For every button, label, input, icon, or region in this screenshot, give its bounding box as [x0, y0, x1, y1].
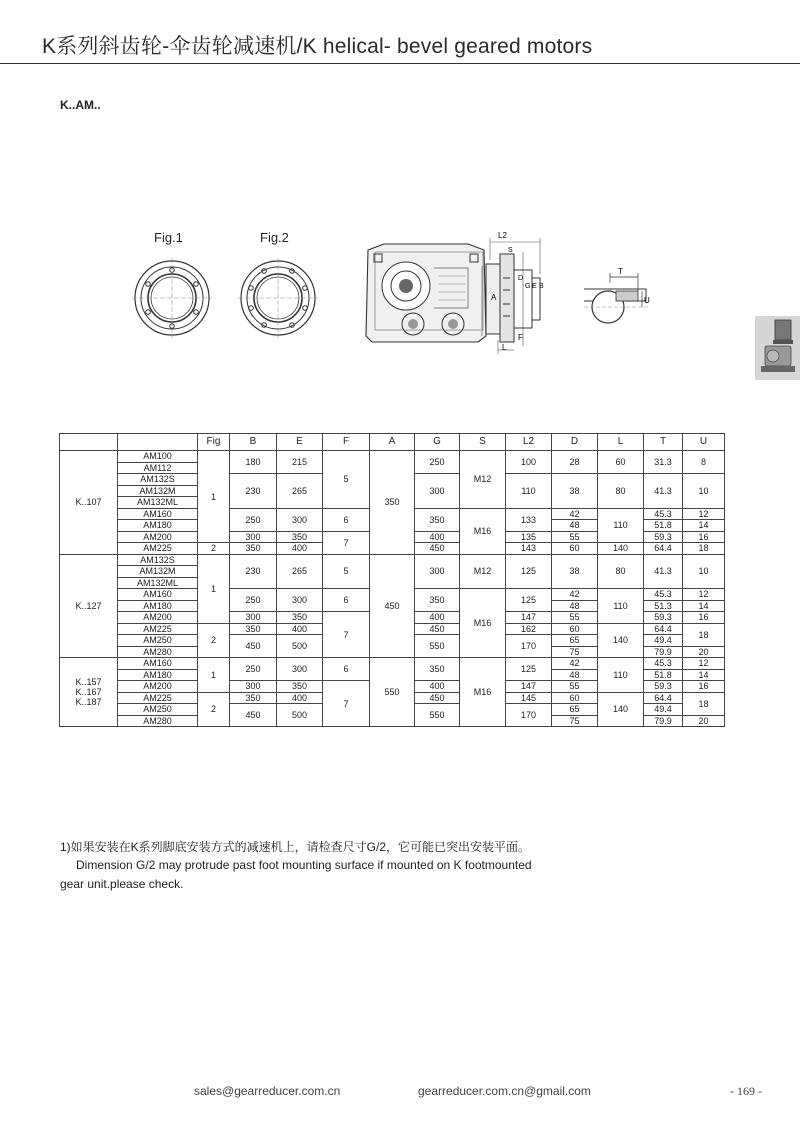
model-cell: AM200: [118, 612, 198, 624]
table-cell: 125: [506, 658, 552, 681]
table-cell: 75: [552, 646, 598, 658]
table-cell: 64.4: [644, 623, 683, 635]
table-cell: 450: [415, 692, 460, 704]
table-cell: 400: [415, 612, 460, 624]
table-header-row: [60, 434, 725, 451]
table-cell: 400: [277, 543, 323, 555]
model-cell: AM280: [118, 646, 198, 658]
group-label: K..187: [75, 697, 102, 707]
title-divider: [0, 63, 800, 64]
header-cell: U: [683, 434, 725, 451]
table-cell: 6: [323, 508, 370, 531]
table-cell: 59.3: [644, 612, 683, 624]
table-cell: 140: [598, 543, 644, 555]
table-cell: 100: [506, 451, 552, 474]
table-cell: 41.3: [644, 474, 683, 509]
table-cell: 230: [230, 474, 277, 509]
table-cell: M16: [460, 508, 506, 554]
table-cell: 51.3: [644, 600, 683, 612]
table-cell: 350: [415, 508, 460, 531]
table-cell: 145: [506, 692, 552, 704]
table-cell: 48: [552, 669, 598, 681]
model-cell: AM160: [118, 508, 198, 520]
side-tab: [755, 316, 800, 380]
table-cell: 215: [277, 451, 323, 474]
fig2-flange-drawing: [238, 258, 318, 338]
table-cell: 300: [230, 612, 277, 624]
table-cell: 49.4: [644, 635, 683, 647]
header-cell: G: [415, 434, 460, 451]
table-cell: 110: [598, 658, 644, 693]
dim-l2: L2: [498, 231, 507, 240]
table-cell: 300: [415, 554, 460, 589]
table-cell: 64.4: [644, 543, 683, 555]
model-cell: AM225: [118, 543, 198, 555]
table-cell: 49.4: [644, 704, 683, 716]
footer-email[interactable]: sales@gearreducer.com.cn: [194, 1084, 341, 1098]
table-cell: M12: [460, 554, 506, 589]
table-cell: 1: [198, 451, 230, 543]
table-cell: 110: [506, 474, 552, 509]
table-cell: 450: [415, 543, 460, 555]
table-cell: 2: [198, 692, 230, 727]
table-cell: 230: [230, 554, 277, 589]
table-cell: 55: [552, 681, 598, 693]
table-cell: 16: [683, 681, 725, 693]
model-cell: AM100: [118, 451, 198, 463]
table-cell: 550: [415, 704, 460, 727]
header-cell: B: [230, 434, 277, 451]
dim-t: T: [618, 267, 623, 276]
table-cell: M16: [460, 658, 506, 727]
table-cell: 400: [415, 681, 460, 693]
table-cell: 59.3: [644, 681, 683, 693]
table-row: [60, 554, 725, 566]
table-cell: 550: [415, 635, 460, 658]
table-cell: 250: [230, 589, 277, 612]
table-cell: 14: [683, 600, 725, 612]
table-cell: 300: [230, 531, 277, 543]
model-cell: AM132S: [118, 554, 198, 566]
table-cell: 16: [683, 612, 725, 624]
table-cell: 42: [552, 658, 598, 670]
group-cell: [60, 658, 118, 727]
group-cell: K..127: [60, 554, 118, 658]
footer-email-2[interactable]: gearreducer.com.cn@gmail.com: [418, 1084, 591, 1098]
model-cell: AM250: [118, 704, 198, 716]
model-cell: AM160: [118, 658, 198, 670]
header-cell: F: [323, 434, 370, 451]
table-cell: 400: [415, 531, 460, 543]
table-cell: 6: [323, 589, 370, 612]
table-cell: 250: [230, 508, 277, 531]
table-row: [60, 658, 725, 670]
table-cell: 18: [683, 623, 725, 646]
header-cell: L2: [506, 434, 552, 451]
series-subtitle: K..AM..: [60, 98, 101, 112]
fig1-flange-drawing: [132, 258, 212, 338]
table-cell: 12: [683, 508, 725, 520]
model-cell: AM160: [118, 589, 198, 601]
table-cell: 45.3: [644, 589, 683, 601]
table-cell: 60: [552, 543, 598, 555]
table-row: [60, 451, 725, 463]
note-english-line2: gear unit.please check.: [60, 877, 184, 891]
dim-g: G: [525, 283, 531, 290]
dim-f: F: [518, 333, 523, 342]
table-cell: 550: [370, 658, 415, 727]
group-label: K..167: [75, 687, 102, 697]
table-cell: 350: [415, 589, 460, 612]
table-cell: 7: [323, 612, 370, 658]
table-cell: 135: [506, 531, 552, 543]
table-cell: 125: [506, 589, 552, 612]
table-cell: 80: [598, 554, 644, 589]
table-cell: 450: [415, 623, 460, 635]
table-cell: 133: [506, 508, 552, 531]
model-cell: AM180: [118, 669, 198, 681]
note-chinese: 1)如果安装在K系列脚底安装方式的减速机上，请检查尺寸G/2，它可能已突出安装平面。: [60, 840, 531, 854]
table-cell: 125: [506, 554, 552, 589]
table-cell: 180: [230, 451, 277, 474]
header-cell: T: [644, 434, 683, 451]
table-cell: 350: [277, 612, 323, 624]
table-cell: 8: [683, 451, 725, 474]
table-cell: 300: [230, 681, 277, 693]
model-cell: AM180: [118, 600, 198, 612]
table-cell: M12: [460, 451, 506, 509]
model-cell: AM225: [118, 692, 198, 704]
model-cell: AM132ML: [118, 577, 198, 589]
model-cell: AM132M: [118, 485, 198, 497]
table-cell: 79.9: [644, 715, 683, 727]
model-cell: AM132M: [118, 566, 198, 578]
table-cell: 350: [230, 692, 277, 704]
table-cell: 147: [506, 612, 552, 624]
table-cell: 450: [230, 635, 277, 658]
model-cell: AM180: [118, 520, 198, 532]
table-cell: 5: [323, 451, 370, 509]
table-cell: 65: [552, 704, 598, 716]
table-cell: 1: [198, 658, 230, 693]
dim-l: L: [502, 343, 507, 352]
table-cell: 28: [552, 451, 598, 474]
table-cell: 60: [598, 451, 644, 474]
table-cell: 300: [277, 589, 323, 612]
note-english-line1: Dimension G/2 may protrude past foot mounting surface if mounted on K footmounted: [76, 858, 532, 872]
table-cell: 450: [370, 554, 415, 658]
table-cell: 7: [323, 681, 370, 727]
table-cell: 265: [277, 474, 323, 509]
table-cell: 140: [598, 623, 644, 658]
table-cell: 7: [323, 531, 370, 554]
table-cell: 110: [598, 508, 644, 543]
header-cell: L: [598, 434, 644, 451]
table-cell: 170: [506, 635, 552, 658]
table-cell: 38: [552, 554, 598, 589]
table-cell: 20: [683, 646, 725, 658]
table-cell: 10: [683, 554, 725, 589]
table-cell: 170: [506, 704, 552, 727]
table-cell: 14: [683, 669, 725, 681]
header-cell: D: [552, 434, 598, 451]
table-cell: 42: [552, 589, 598, 601]
table-cell: 250: [415, 451, 460, 474]
fig1-label: Fig.1: [154, 230, 183, 245]
table-cell: 38: [552, 474, 598, 509]
table-cell: 45.3: [644, 508, 683, 520]
dim-e: E: [532, 283, 537, 290]
model-cell: AM200: [118, 681, 198, 693]
dim-a: A: [491, 293, 497, 302]
dim-s: S: [508, 247, 513, 254]
table-cell: 60: [552, 692, 598, 704]
header-cell: Fig: [198, 434, 230, 451]
table-cell: 42: [552, 508, 598, 520]
fig2-label: Fig.2: [260, 230, 289, 245]
table-cell: 12: [683, 658, 725, 670]
table-cell: 14: [683, 520, 725, 532]
gear-unit-drawing: [358, 228, 558, 358]
table-cell: 5: [323, 554, 370, 589]
table-cell: 1: [198, 554, 230, 623]
table-cell: 51.8: [644, 520, 683, 532]
table-cell: 10: [683, 474, 725, 509]
gear-motor-thumbnail-icon: [755, 316, 800, 380]
table-cell: 400: [277, 692, 323, 704]
table-cell: 48: [552, 520, 598, 532]
table-cell: 51.8: [644, 669, 683, 681]
group-cell: K..107: [60, 451, 118, 555]
header-cell: S: [460, 434, 506, 451]
page-title: K系列斜齿轮-伞齿轮减速机/K helical- bevel geared motors: [42, 35, 593, 58]
table-cell: 300: [277, 658, 323, 681]
model-cell: AM280: [118, 715, 198, 727]
table-cell: 55: [552, 612, 598, 624]
table-cell: 45.3: [644, 658, 683, 670]
table-cell: 500: [277, 635, 323, 658]
table-cell: 2: [198, 543, 230, 555]
table-cell: 79.9: [644, 646, 683, 658]
table-cell: 143: [506, 543, 552, 555]
header-cell: [118, 434, 198, 451]
table-cell: 48: [552, 600, 598, 612]
dim-d: D: [518, 275, 524, 282]
table-cell: 80: [598, 474, 644, 509]
table-cell: 2: [198, 623, 230, 658]
table-cell: 350: [277, 681, 323, 693]
table-cell: 110: [598, 589, 644, 624]
shaft-detail-drawing: [580, 265, 655, 335]
table-cell: 162: [506, 623, 552, 635]
table-cell: 65: [552, 635, 598, 647]
table-cell: 147: [506, 681, 552, 693]
dim-b: B: [539, 283, 544, 290]
table-cell: 350: [370, 451, 415, 555]
table-cell: 350: [230, 623, 277, 635]
table-cell: 350: [277, 531, 323, 543]
table-cell: 55: [552, 531, 598, 543]
table-cell: 265: [277, 554, 323, 589]
table-cell: 18: [683, 543, 725, 555]
table-cell: 59.3: [644, 531, 683, 543]
model-cell: AM225: [118, 623, 198, 635]
table-cell: 41.3: [644, 554, 683, 589]
model-cell: AM250: [118, 635, 198, 647]
page-number: - 169 -: [730, 1084, 762, 1098]
table-cell: 450: [230, 704, 277, 727]
model-cell: AM112: [118, 462, 198, 474]
dim-u: U: [644, 296, 650, 305]
header-cell: [60, 434, 118, 451]
header-cell: E: [277, 434, 323, 451]
table-cell: 18: [683, 692, 725, 715]
table-cell: 12: [683, 589, 725, 601]
table-cell: 20: [683, 715, 725, 727]
table-cell: 16: [683, 531, 725, 543]
table-cell: 350: [230, 543, 277, 555]
table-cell: 60: [552, 623, 598, 635]
table-cell: 31.3: [644, 451, 683, 474]
table-cell: M16: [460, 589, 506, 658]
table-cell: 400: [277, 623, 323, 635]
table-cell: 140: [598, 692, 644, 727]
table-cell: 300: [415, 474, 460, 509]
table-cell: 250: [230, 658, 277, 681]
group-label: K..157: [75, 677, 102, 687]
table-cell: 75: [552, 715, 598, 727]
dimension-table: [59, 433, 725, 727]
table-cell: 64.4: [644, 692, 683, 704]
model-cell: AM132S: [118, 474, 198, 486]
table-cell: 500: [277, 704, 323, 727]
table-cell: 350: [415, 658, 460, 681]
table-cell: 300: [277, 508, 323, 531]
table-cell: 6: [323, 658, 370, 681]
header-cell: A: [370, 434, 415, 451]
model-cell: AM132ML: [118, 497, 198, 509]
model-cell: AM200: [118, 531, 198, 543]
